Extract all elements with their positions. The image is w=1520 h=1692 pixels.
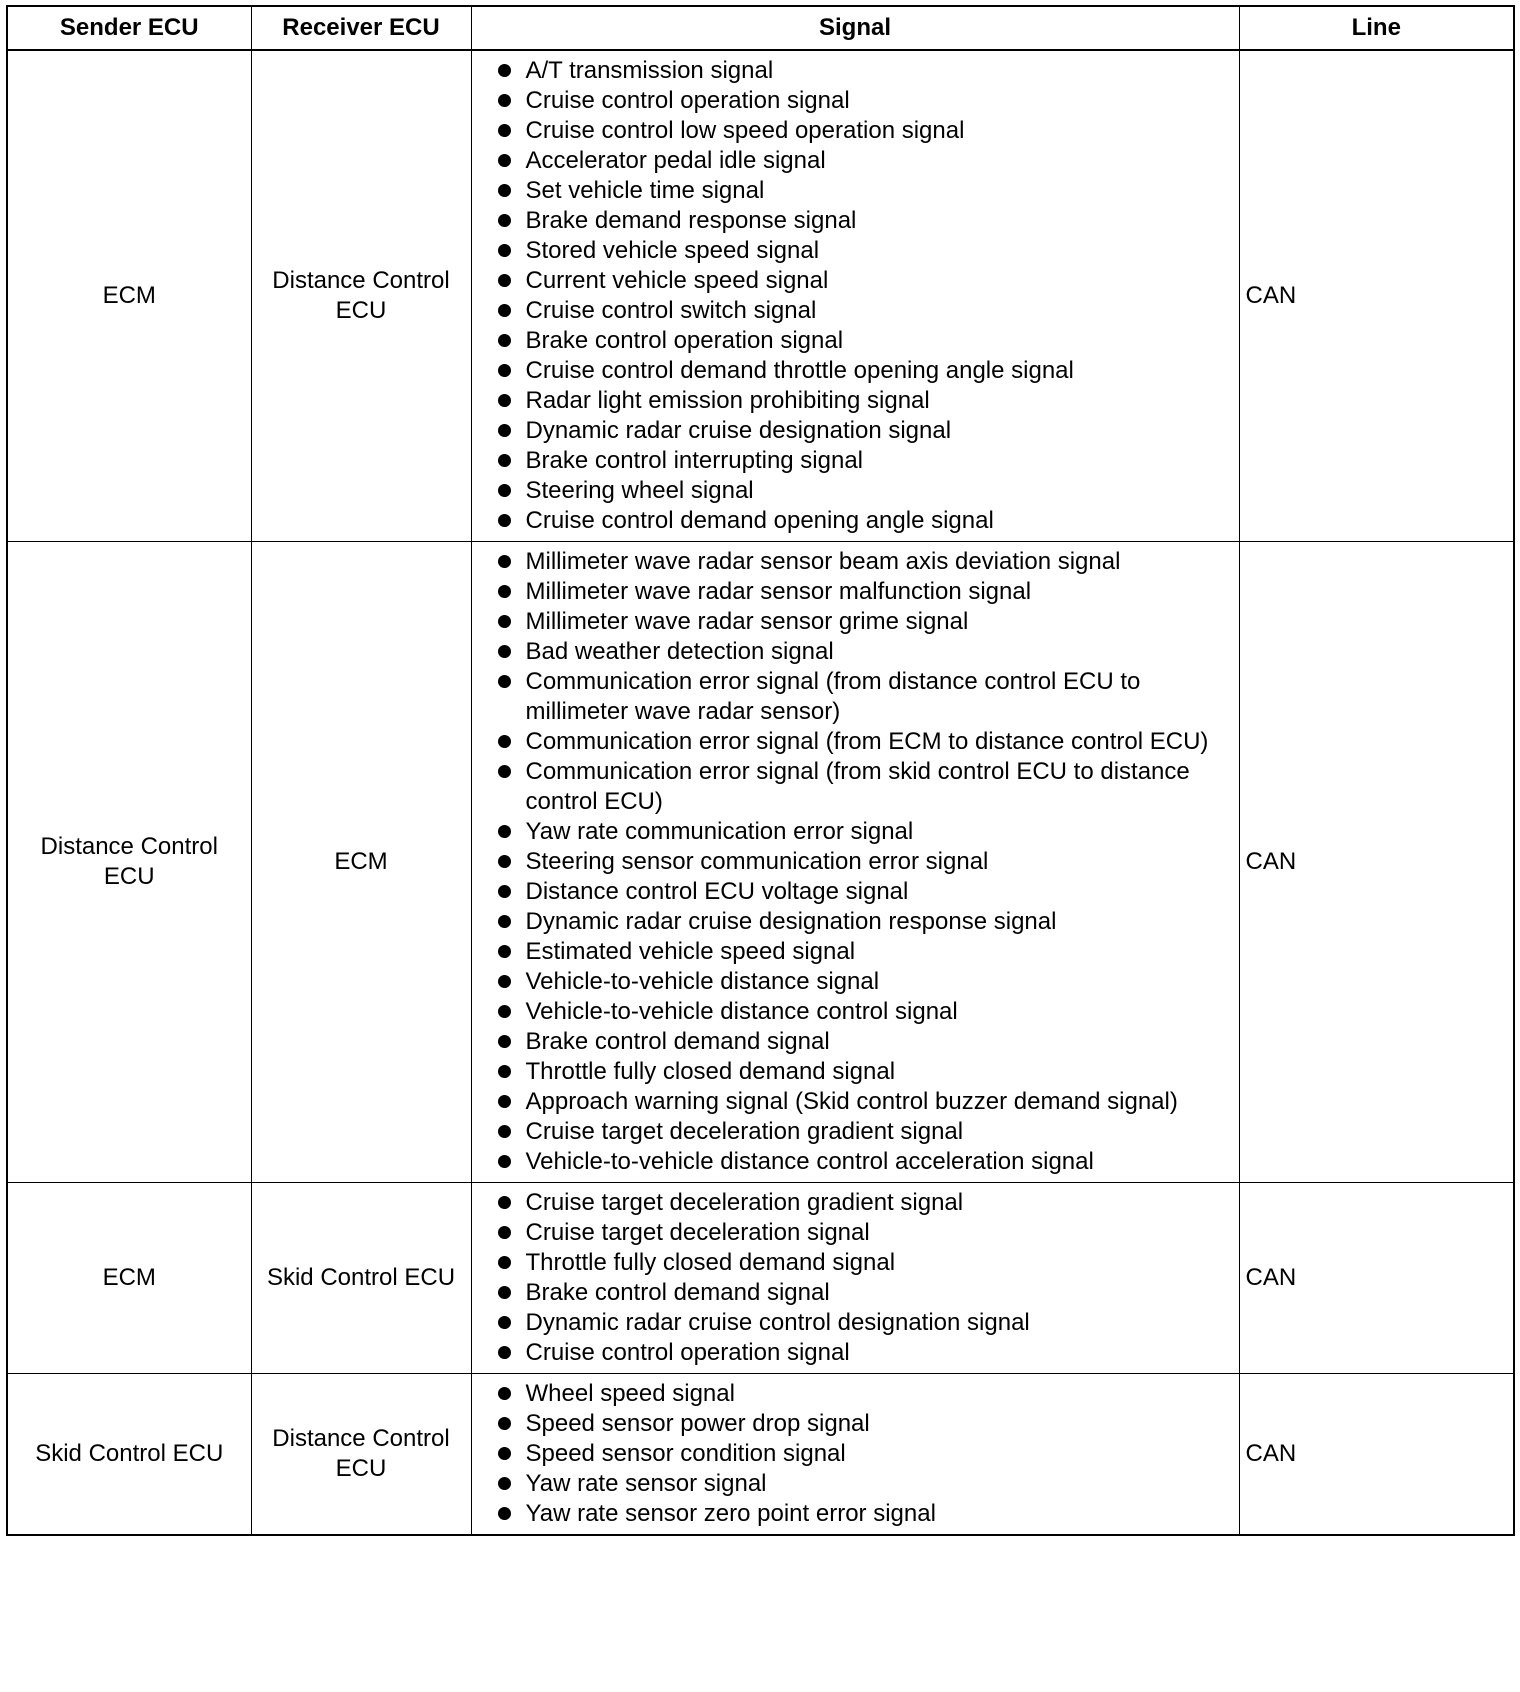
- signal-list-item: Throttle fully closed demand signal: [472, 1057, 1225, 1087]
- signal-list-item: Millimeter wave radar sensor grime signal: [472, 607, 1225, 637]
- signal-list-item: Cruise target deceleration signal: [472, 1218, 1225, 1248]
- signal-list-item: Speed sensor condition signal: [472, 1439, 1225, 1469]
- line-cell: CAN: [1239, 542, 1514, 1183]
- signal-list: [472, 547, 1225, 1177]
- signal-list-item: Vehicle-to-vehicle distance control signal: [472, 997, 1225, 1027]
- signal-list: [472, 1188, 1225, 1368]
- signal-list-item: Yaw rate communication error signal: [472, 817, 1225, 847]
- signal-list-item: Communication error signal (from distance control ECU to millimeter wave radar sensor): [472, 667, 1225, 727]
- signal-list-item: Steering wheel signal: [472, 476, 1225, 506]
- signal-list-item: Approach warning signal (Skid control buzzer demand signal): [472, 1087, 1225, 1117]
- table-body: [7, 50, 1514, 1535]
- signal-list-item: Dynamic radar cruise control designation signal: [472, 1308, 1225, 1338]
- sender-ecu-cell: Distance Control ECU: [7, 542, 251, 1183]
- sender-ecu-cell: Skid Control ECU: [7, 1374, 251, 1536]
- signal-list-item: Vehicle-to-vehicle distance signal: [472, 967, 1225, 997]
- signal-list-item: Cruise control operation signal: [472, 86, 1225, 116]
- signal-list: [472, 56, 1225, 536]
- signal-list-item: Yaw rate sensor zero point error signal: [472, 1499, 1225, 1529]
- signal-list-item: Brake control demand signal: [472, 1278, 1225, 1308]
- signal-list: [472, 1379, 1225, 1529]
- signal-list-item: Brake control demand signal: [472, 1027, 1225, 1057]
- receiver-ecu-cell: Distance Control ECU: [251, 50, 471, 542]
- table-row: [7, 1374, 1514, 1536]
- header-receiver-ecu: Receiver ECU: [251, 6, 471, 50]
- signal-list-item: Cruise control low speed operation signal: [472, 116, 1225, 146]
- signal-list-item: A/T transmission signal: [472, 56, 1225, 86]
- can-signal-table: [6, 5, 1515, 1536]
- receiver-ecu-cell: Skid Control ECU: [251, 1183, 471, 1374]
- signal-list-item: Cruise control demand opening angle signal: [472, 506, 1225, 536]
- signal-list-item: Throttle fully closed demand signal: [472, 1248, 1225, 1278]
- signal-list-item: Speed sensor power drop signal: [472, 1409, 1225, 1439]
- signal-list-item: Cruise control switch signal: [472, 296, 1225, 326]
- table-container: [6, 5, 1515, 1536]
- signal-list-item: Brake control operation signal: [472, 326, 1225, 356]
- signal-list-item: Radar light emission prohibiting signal: [472, 386, 1225, 416]
- sender-ecu-cell: ECM: [7, 1183, 251, 1374]
- signal-list-item: Estimated vehicle speed signal: [472, 937, 1225, 967]
- signal-list-item: Brake demand response signal: [472, 206, 1225, 236]
- signal-list-item: Current vehicle speed signal: [472, 266, 1225, 296]
- sender-ecu-cell: ECM: [7, 50, 251, 542]
- signal-list-item: Bad weather detection signal: [472, 637, 1225, 667]
- signal-list-item: Cruise target deceleration gradient signal: [472, 1188, 1225, 1218]
- header-signal: Signal: [471, 6, 1239, 50]
- signal-list-cell: [471, 1374, 1239, 1536]
- header-line: Line: [1239, 6, 1514, 50]
- table-row: [7, 542, 1514, 1183]
- table-row: [7, 50, 1514, 542]
- signal-list-item: Wheel speed signal: [472, 1379, 1225, 1409]
- signal-list-cell: [471, 50, 1239, 542]
- line-cell: CAN: [1239, 1374, 1514, 1536]
- receiver-ecu-cell: Distance Control ECU: [251, 1374, 471, 1536]
- signal-list-cell: [471, 542, 1239, 1183]
- line-cell: CAN: [1239, 1183, 1514, 1374]
- signal-list-item: Dynamic radar cruise designation signal: [472, 416, 1225, 446]
- signal-list-item: Steering sensor communication error signal: [472, 847, 1225, 877]
- signal-list-item: Yaw rate sensor signal: [472, 1469, 1225, 1499]
- signal-list-item: Millimeter wave radar sensor malfunction signal: [472, 577, 1225, 607]
- signal-list-item: Cruise target deceleration gradient signal: [472, 1117, 1225, 1147]
- signal-list-item: Accelerator pedal idle signal: [472, 146, 1225, 176]
- signal-list-item: Cruise control operation signal: [472, 1338, 1225, 1368]
- signal-list-item: Brake control interrupting signal: [472, 446, 1225, 476]
- line-cell: CAN: [1239, 50, 1514, 542]
- signal-list-item: Communication error signal (from skid control ECU to distance control ECU): [472, 757, 1225, 817]
- receiver-ecu-cell: ECM: [251, 542, 471, 1183]
- header-row: [7, 6, 1514, 50]
- signal-list-item: Distance control ECU voltage signal: [472, 877, 1225, 907]
- table-row: [7, 1183, 1514, 1374]
- signal-list-item: Vehicle-to-vehicle distance control acceleration signal: [472, 1147, 1225, 1177]
- signal-list-item: Stored vehicle speed signal: [472, 236, 1225, 266]
- signal-list-item: Set vehicle time signal: [472, 176, 1225, 206]
- signal-list-item: Cruise control demand throttle opening angle signal: [472, 356, 1225, 386]
- signal-list-cell: [471, 1183, 1239, 1374]
- signal-list-item: Millimeter wave radar sensor beam axis deviation signal: [472, 547, 1225, 577]
- signal-list-item: Dynamic radar cruise designation response signal: [472, 907, 1225, 937]
- signal-list-item: Communication error signal (from ECM to distance control ECU): [472, 727, 1225, 757]
- header-sender-ecu: Sender ECU: [7, 6, 251, 50]
